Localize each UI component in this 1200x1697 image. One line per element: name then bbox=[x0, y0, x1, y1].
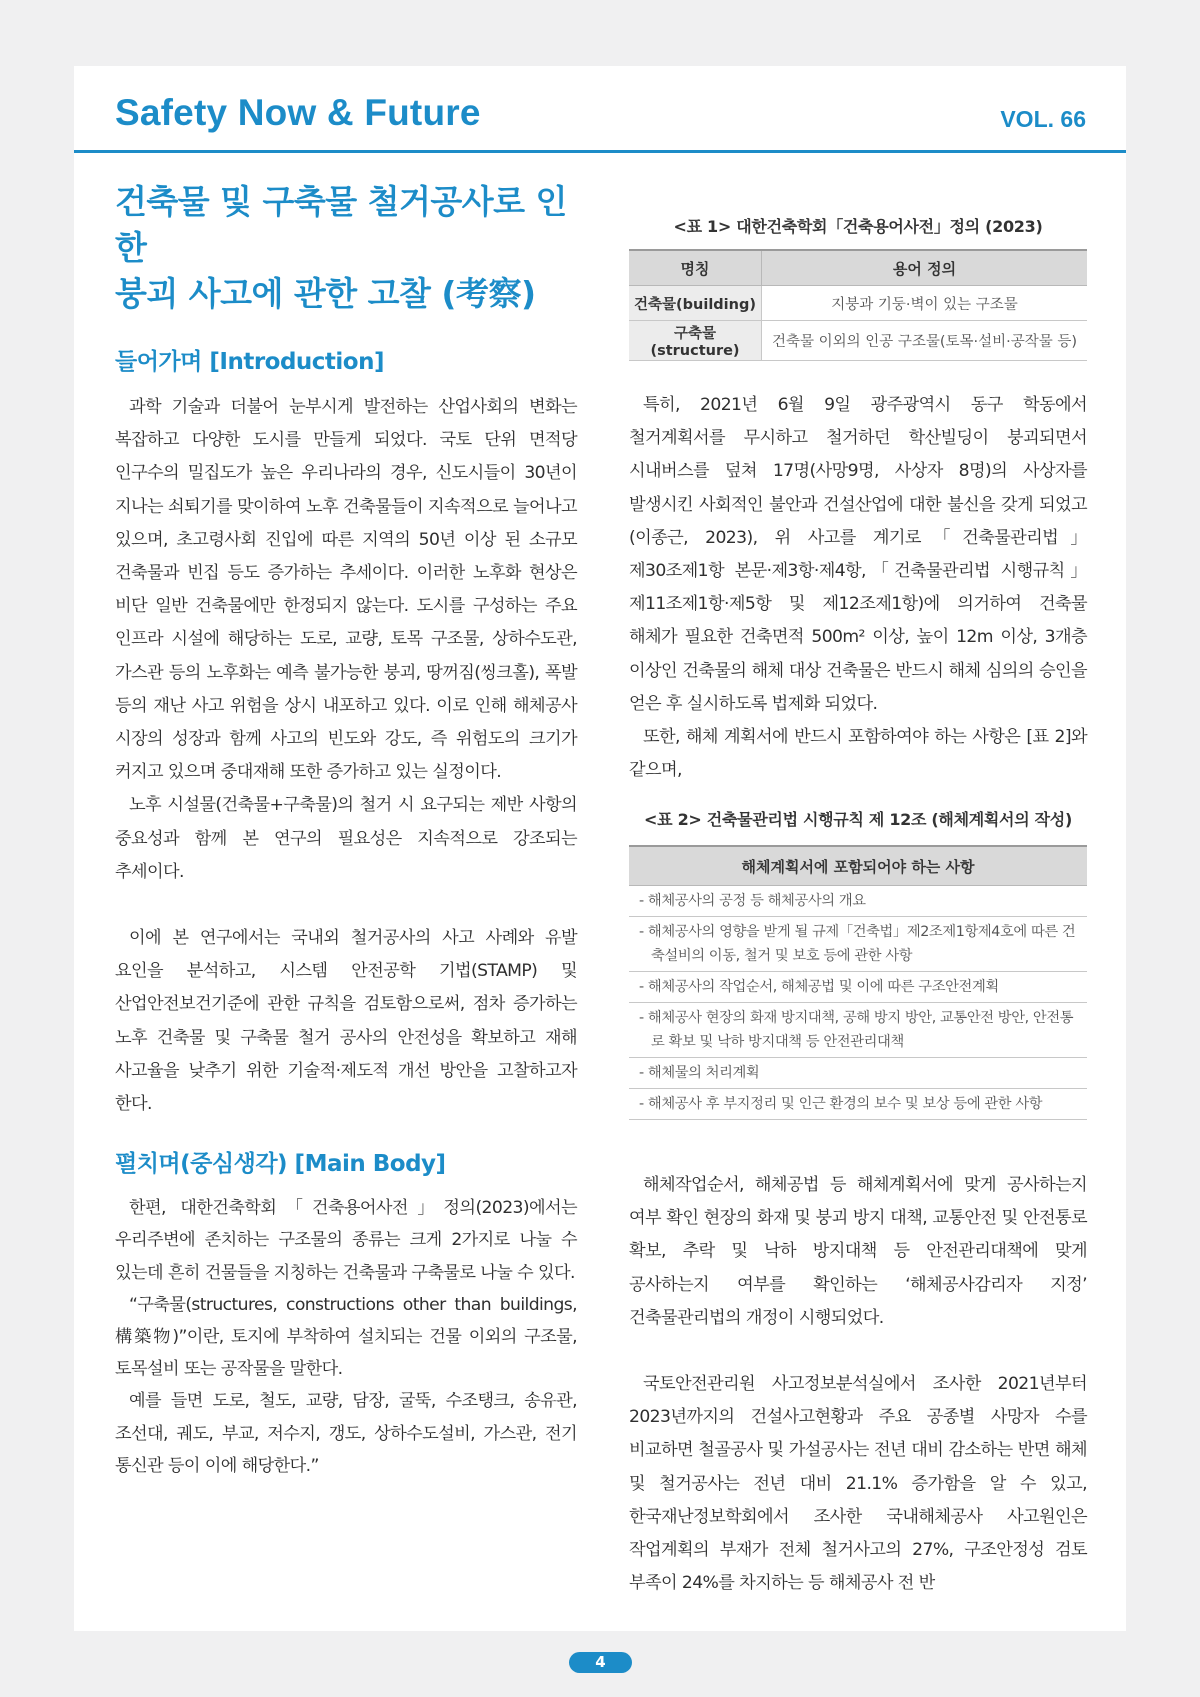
table-row bbox=[629, 286, 1087, 321]
table-2-caption: <표 2> 건축물관리법 시행규칙 제 12조 (해체계획서의 작성) bbox=[644, 810, 1072, 829]
right-text-block-1 bbox=[629, 389, 1087, 787]
table-1-term: 구축물(structure) bbox=[629, 321, 762, 361]
document-page bbox=[74, 66, 1126, 1631]
body-paragraph-1: 한편, 대한건축학회「건축용어사전」정의(2023)에서는 우리주변에 존치하는 구조물의 종류는 크게 2가지로 나눌 수 있는데 흔히 건물들을 지칭하는 건축물과 구축물로 나눌 수 있다. bbox=[115, 1198, 577, 1283]
left-column bbox=[115, 179, 577, 1482]
magazine-title: Safety Now & Future bbox=[115, 92, 481, 133]
table-row bbox=[629, 972, 1087, 1003]
table-row bbox=[629, 1058, 1087, 1089]
right-paragraph-1: 특히, 2021년 6월 9일 광주광역시 동구 학동에서 철거계획서를 무시하고 철거하던 학산빌딩이 붕괴되면서 시내버스를 덮쳐 17명(사망9명, 사상자 8명)의 사상자를 발생시킨 사회적인 불안과 건설산업에 대한 불신을 갖게 되었고(이종근, 2023), 위 사고를 계기로「건축물관리법」제30조제1항 본문·제3항·제4항,「건축물관리법 시행규칙」제11조제1항·제5항 및 제12조제1항)에 의거하여 건축물 해체가 필요한 건축면적 500m² 이상, 높이 12m 이상, 3개층 이상인 건축물의 해체 대상 건축물은 반드시 해체 심의의 승인을 얻은 후 실시하도록 법제화 되었다. bbox=[629, 395, 1087, 714]
table-1 bbox=[629, 249, 1087, 361]
table-row bbox=[629, 917, 1087, 972]
table-1-definition: 건축물 이외의 인공 구조물(토목·설비·공작물 등) bbox=[762, 321, 1088, 361]
body-paragraph-3: 예를 들면 도로, 철도, 교량, 담장, 굴뚝, 수조탱크, 송유관, 조선대, 궤도, 부교, 저수지, 갱도, 상하수도설비, 가스관, 전기 통신관 등이 이에 해당한다.” bbox=[115, 1391, 577, 1476]
page-number-badge: 4 bbox=[569, 1652, 632, 1673]
table-2-item: - 해체공사 현장의 화재 방지대책, 공해 방지 방안, 교통안전 방안, 안전통로 확보 및 낙하 방지대책 등 안전관리대책 bbox=[639, 1010, 1074, 1050]
intro-paragraph-3: 이에 본 연구에서는 국내외 철거공사의 사고 사례와 유발 요인을 분석하고, 시스템 안전공학 기법(STAMP) 및 산업안전보건기준에 관한 규칙을 검토함으로써, 점차 증가하는 노후 건축물 및 구축물 철거 공사의 안전성을 확보하고 재해 사고율을 낮추기 위한 기술적·제도적 개선 방안을 고찰하고자 한다. bbox=[115, 928, 577, 1115]
right-text-block-2 bbox=[629, 1169, 1087, 1600]
intro-paragraph-2: 노후 시설물(건축물+구축물)의 철거 시 요구되는 제반 사항의 중요성과 함께 본 연구의 필요성은 지속적으로 강조되는 추세이다. bbox=[115, 795, 577, 882]
table-2-header: 해체계획서에 포함되어야 하는 사항 bbox=[629, 846, 1087, 886]
volume-label: VOL. 66 bbox=[1000, 106, 1086, 132]
table-2-item: - 해체물의 처리계획 bbox=[639, 1065, 760, 1081]
table-2-item: - 해체공사의 영향을 받게 될 규제「건축법」제2조제1항제4호에 따른 건축설비의 이동, 철거 및 보호 등에 관한 사항 bbox=[639, 924, 1076, 964]
header-divider bbox=[74, 150, 1126, 153]
article-title bbox=[115, 179, 577, 317]
intro-heading: 들어가며 [Introduction] bbox=[115, 349, 384, 375]
table-row bbox=[629, 1089, 1087, 1120]
table-2-item: - 해체공사의 공정 등 해체공사의 개요 bbox=[639, 893, 866, 909]
right-paragraph-4: 국토안전관리원 사고정보분석실에서 조사한 2021년부터 2023년까지의 건설사고현황과 주요 공종별 사망자 수를 비교하면 철골공사 및 가설공사는 전년 대비 감소하는 반면 해체 및 철거공사는 전년 대비 21.1% 증가함을 알 수 있고, 한국재난정보학회에서 조사한 국내해체공사 사고원인은 작업계획의 부재가 전체 철거사고의 27%, 구조안정성 검토 부족이 24%를 차지하는 등 해체공사 전 반 bbox=[629, 1374, 1087, 1594]
body-paragraph-2: “구축물(structures, constructions other than buildings, 構築物)”이란, 토지에 부착하여 설치되는 건물 이외의 구조물, 토목설비 또는 공작물을 말한다. bbox=[115, 1294, 577, 1380]
right-paragraph-3: 해체작업순서, 해체공법 등 해체계획서에 맞게 공사하는지 여부 확인 현장의 화재 및 붕괴 방지 대책, 교통안전 및 안전통로 확보, 추락 및 낙하 방지대책 등 안전관리대책에 맞게 공사하는지 여부를 확인하는 ‘해체공사감리자 지정’ 건축물관리법의 개정이 시행되었다. bbox=[629, 1175, 1087, 1328]
table-row bbox=[629, 886, 1087, 917]
table-2-item: - 해체공사 후 부지정리 및 인근 환경의 보수 및 보상 등에 관한 사항 bbox=[639, 1096, 1043, 1112]
table-1-caption: <표 1> 대한건축학회「건축용어사전」정의 (2023) bbox=[673, 217, 1043, 236]
article-title-line-1: 건축물 및 구축물 철거공사로 인한 bbox=[115, 182, 567, 267]
table-1-header-definition: 용어 정의 bbox=[762, 250, 1088, 286]
intro-paragraph-1: 과학 기술과 더불어 눈부시게 발전하는 산업사회의 변화는 복잡하고 다양한 도시를 만들게 되었다. 국토 단위 면적당 인구수의 밀집도가 높은 우리나라의 경우, 신도시들이 30년이 지나는 쇠퇴기를 맞이하여 노후 건축물들이 지속적으로 늘어나고 있으며, 초고령사회 진입에 따른 지역의 50년 이상 된 소규모 건축물과 빈집 등도 증가하는 추세이다. 이러한 노후화 현상은 비단 일반 건축물에만 한정되지 않는다. 도시를 구성하는 주요 인프라 시설에 해당하는 도로, 교량, 토목 구조물, 상하수도관, 가스관 등의 노후화는 예측 불가능한 붕괴, 땅꺼짐(씽크홀), 폭발 등의 재난 사고 위험을 상시 내포하고 있다. 이로 인해 해체공사 시장의 성장과 함께 사고의 빈도와 강도, 즉 위험도의 크기가 커지고 있으며 중대재해 또한 증가하고 있는 실정이다. bbox=[115, 397, 577, 783]
table-1-definition: 지붕과 기둥·벽이 있는 구조물 bbox=[762, 286, 1088, 321]
table-1-header-term: 명칭 bbox=[629, 250, 762, 286]
article-title-line-2: 붕괴 사고에 관한 고찰 (考察) bbox=[115, 274, 536, 313]
table-2 bbox=[629, 845, 1087, 1120]
table-row bbox=[629, 1003, 1087, 1058]
table-1-term: 건축물(building) bbox=[629, 286, 762, 321]
main-body-heading: 펼치며(중심생각) [Main Body] bbox=[115, 1151, 446, 1178]
table-2-item: - 해체공사의 작업순서, 해체공법 및 이에 따른 구조안전계획 bbox=[639, 979, 999, 995]
right-paragraph-2: 또한, 해체 계획서에 반드시 포함하여야 하는 사항은 [표 2]와 같으며, bbox=[629, 727, 1087, 781]
table-row bbox=[629, 321, 1087, 361]
